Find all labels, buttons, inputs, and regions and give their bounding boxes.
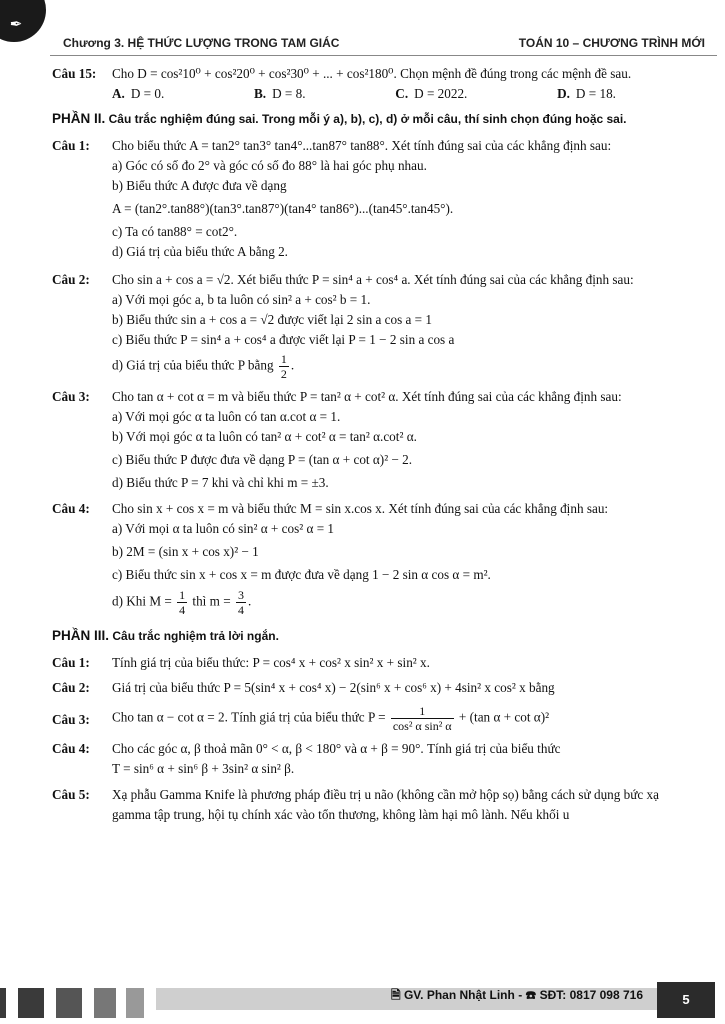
statement-b: b) Với mọi góc α ta luôn có tan² α + cot² α = tan² α.cot² α. [112, 429, 417, 444]
part3-question-1 [52, 653, 676, 673]
statement-a: a) Góc có số đo 2° và góc có số đo 88° là hai góc phụ nhau. [112, 158, 427, 173]
footer-contact: 🗎 GV. Phan Nhật Linh - ☎ SĐT: 0817 098 716 [390, 988, 643, 1002]
part3-question-4 [52, 739, 676, 779]
chapter-title: Chương 3. HỆ THỨC LƯỢNG TRONG TAM GIÁC [63, 36, 340, 50]
question-stem: Cho sin x + cos x = m và biểu thức M = sin x.cos x. Xét tính đúng sai của các khẳng định sau: [112, 501, 609, 516]
question-stem: Cho tan α − cot α = 2. Tính giá trị của biểu thức P = $\frac{1}{\text{cos² α sin² α}}$ + (tan α + cot α)² [112, 704, 550, 733]
document-icon: 🗎 [390, 988, 401, 1002]
question-stem: Cho sin a + cos a = √2. Xét biểu thức P = sin⁴ a + cos⁴ a. Xét tính đúng sai của các khẳng định sau: [112, 272, 634, 287]
statement-a: a) Với mọi góc α ta luôn có tan α.cot α = 1. [112, 409, 341, 424]
question-label: Câu 15: [52, 66, 97, 81]
question-formula: T = sin⁶ α + sin⁶ β + 3sin² α sin² β. [112, 761, 295, 776]
part3-question-2 [52, 678, 676, 698]
question-label: Câu 2: [52, 680, 90, 695]
statement-c: c) Biểu thức sin x + cos x = m được đưa về dạng 1 − 2 sin α cos α = m². [112, 567, 491, 582]
page-header [0, 0, 725, 60]
statement-b-formula: A = (tan2°.tan88°)(tan3°.tan87°)(tan4° tan86°)...(tan45°.tan45°). [112, 201, 454, 216]
statement-d: d) Giá trị của biểu thức A bằng 2. [112, 244, 288, 259]
part3-question-3 [52, 704, 676, 733]
answer-options [112, 84, 676, 104]
question-15 [52, 64, 676, 104]
fraction: $\frac{1}{4}$ [179, 588, 186, 617]
question-label: Câu 3: [52, 389, 90, 404]
part2-question-1 [52, 136, 676, 262]
page-number: 5 [657, 982, 715, 1018]
footer-stripe [126, 988, 144, 1018]
part-3-heading: PHẦN III. Câu trắc nghiệm trả lời ngắn. [52, 628, 279, 643]
part3-question-5 [52, 785, 676, 825]
part2-question-4 [52, 499, 676, 617]
question-stem: Xạ phẫu Gamma Knife là phương pháp điều trị u não (không cần mở hộp sọ) bằng cách sử dụng bức xạ gamma tập trung, hội tụ chính xác vào tổn thương, không làm hại mô lành. Nếu khối u [112, 787, 659, 822]
statement-c: c) Ta có tan88° = cot2°. [112, 224, 238, 239]
option-a: A. D = 0. [112, 86, 165, 101]
header-divider [50, 55, 717, 56]
question-stem: Tính giá trị của biểu thức: P = cos⁴ x + cos² x sin² x + sin² x. [112, 655, 430, 670]
question-stem: Cho tan α + cot α = m và biểu thức P = tan² α + cot² α. Xét tính đúng sai của các khẳng định sau: [112, 389, 622, 404]
phone-icon: ☎ [525, 988, 537, 1002]
part2-question-2 [52, 270, 676, 381]
statement-b: b) 2M = (sin x + cos x)² − 1 [112, 544, 259, 559]
statement-d: d) Biểu thức P = 7 khi và chỉ khi m = ±3. [112, 475, 329, 490]
question-label: Câu 4: [52, 741, 90, 756]
teacher-name: GV. Phan Nhật Linh [403, 988, 515, 1002]
statement-a: a) Với mọi góc a, b ta luôn có sin² a + cos² b = 1. [112, 292, 371, 307]
fraction: $\frac{1}{\text{cos² α sin² α}}$ [392, 704, 452, 733]
statement-c: c) Biểu thức P = sin⁴ a + cos⁴ a được viết lại P = 1 − 2 sin a cos a [112, 332, 455, 347]
footer-stripe [56, 988, 82, 1018]
question-label: Câu 5: [52, 787, 90, 802]
question-label: Câu 1: [52, 138, 90, 153]
option-c: C. D = 2022. [395, 86, 468, 101]
question-label: Câu 1: [52, 655, 90, 670]
phone-number: SĐT: 0817 098 716 [539, 988, 643, 1002]
fraction: $\frac{3}{4}$ [237, 588, 244, 617]
page-content [52, 64, 676, 830]
option-b: B. D = 8. [254, 86, 306, 101]
question-stem: Giá trị của biểu thức P = 5(sin⁴ x + cos⁴ x) − 2(sin⁶ x + cos⁶ x) + 4sin² x cos² x bằng [112, 680, 555, 695]
part-2-heading: PHẦN II. Câu trắc nghiệm đúng sai. Trong mỗi ý a), b), c), d) ở mỗi câu, thí sinh chọn đúng hoặc sai. [52, 111, 627, 126]
pen-nib-icon: ✒ [9, 15, 23, 33]
question-label: Câu 3: [52, 712, 90, 727]
statement-b: b) Biểu thức sin a + cos a = √2 được viết lại 2 sin a cos a = 1 [112, 312, 432, 327]
question-label: Câu 4: [52, 501, 90, 516]
footer-stripe [18, 988, 44, 1018]
option-d: D. D = 18. [557, 86, 616, 101]
statement-d: d) Giá trị của biểu thức P bằng $\frac{1}{2}$ . [112, 352, 295, 381]
question-stem: Cho các góc α, β thoả mãn 0° < α, β < 180° và α + β = 90°. Tính giá trị của biểu thức [112, 741, 561, 756]
footer-stripe [0, 988, 6, 1018]
statement-c: c) Biểu thức P được đưa về dạng P = (tan α + cot α)² − 2. [112, 452, 413, 467]
part2-question-3 [52, 387, 676, 493]
question-label: Câu 2: [52, 272, 90, 287]
footer-stripe [94, 988, 116, 1018]
statement-a: a) Với mọi α ta luôn có sin² α + cos² α = 1 [112, 521, 335, 536]
question-stem: Cho D = cos²10⁰ + cos²20⁰ + cos²30⁰ + ... + cos²180⁰. Chọn mệnh đề đúng trong các mệnh đề sau. [112, 66, 632, 81]
statement-b: b) Biểu thức A được đưa về dạng [112, 178, 287, 193]
fraction: $\frac{1}{2}$ [280, 352, 287, 381]
statement-d: d) Khi M = $\frac{1}{4}$ thì m = $\frac{3}{4}$ . [112, 588, 252, 617]
course-title: TOÁN 10 – CHƯƠNG TRÌNH MỚI [518, 36, 705, 50]
page-footer [0, 984, 725, 1024]
question-stem: Cho biểu thức A = tan2° tan3° tan4°...tan87° tan88°. Xét tính đúng sai của các khẳng định sau: [112, 138, 612, 153]
